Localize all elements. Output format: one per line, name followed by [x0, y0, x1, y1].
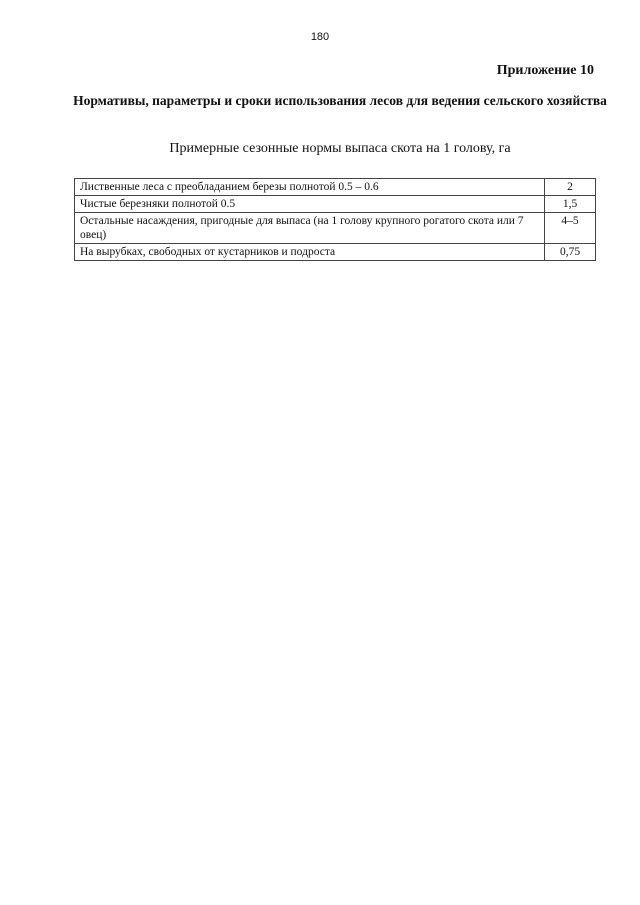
table-caption: Примерные сезонные нормы выпаса скота на 1 голову, га [169, 141, 511, 156]
page-number: 180 [310, 31, 330, 43]
document-title: Нормативы, параметры и сроки использования лесов для ведения сельского хозяйства [73, 93, 607, 108]
table-row [75, 244, 596, 261]
table-row [75, 179, 596, 196]
row-value: 4–5 [545, 213, 596, 244]
row-value: 2 [545, 179, 596, 196]
grazing-norms-table [74, 178, 596, 261]
row-label: Лиственные леса с преобладанием березы полнотой 0.5 – 0.6 [75, 179, 545, 196]
row-value: 1,5 [545, 196, 596, 213]
row-label: Чистые березняки полнотой 0.5 [75, 196, 545, 213]
table-row [75, 213, 596, 244]
row-label: Остальные насаждения, пригодные для выпаса (на 1 голову крупного рогатого скота или 7 овец) [75, 213, 545, 244]
table-row [75, 196, 596, 213]
row-label: На вырубках, свободных от кустарников и подроста [75, 244, 545, 261]
appendix-label: Приложение 10 [496, 63, 594, 78]
row-value: 0,75 [545, 244, 596, 261]
